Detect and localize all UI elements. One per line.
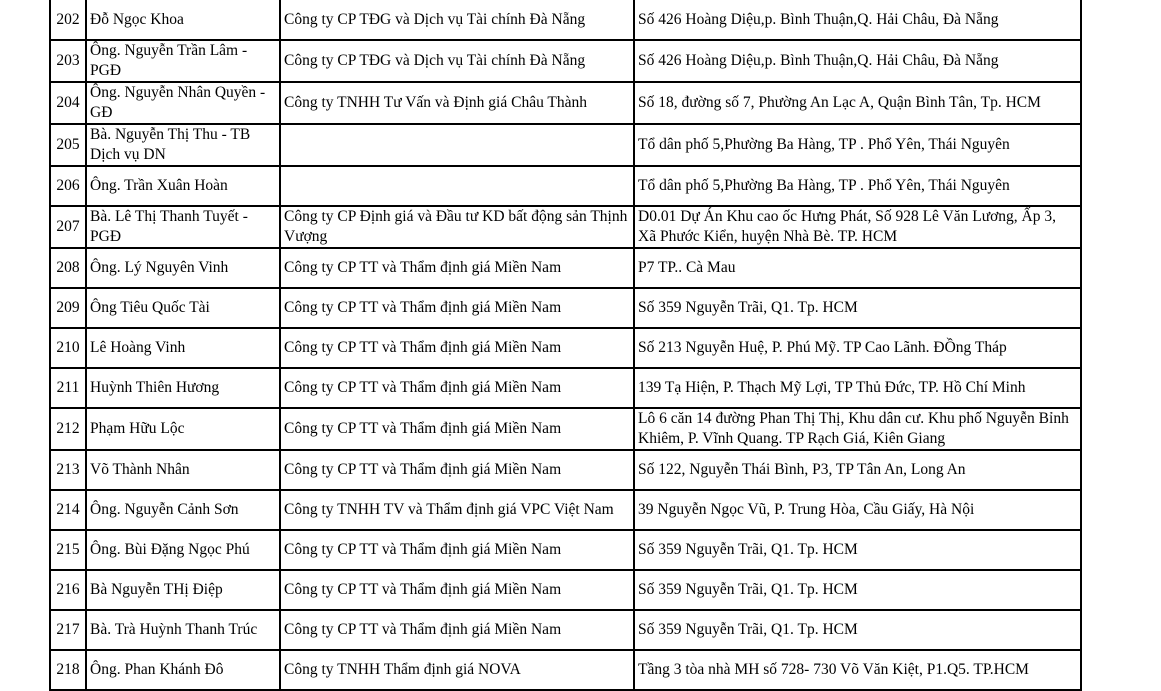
company-cell: Công ty CP TT và Thẩm định giá Miền Nam: [280, 368, 634, 408]
company-cell: Công ty TNHH Tư Vấn và Định giá Châu Thành: [280, 82, 634, 124]
company-cell: Công ty CP TĐG và Dịch vụ Tài chính Đà Nẵng: [280, 0, 634, 40]
person-name-cell: Ông. Lý Nguyên Vinh: [86, 248, 280, 288]
row-number-cell: 214: [50, 490, 86, 530]
row-number-cell: 207: [50, 206, 86, 248]
table-row: [50, 408, 1081, 450]
company-cell: Công ty CP TT và Thẩm định giá Miền Nam: [280, 328, 634, 368]
row-number-cell: 217: [50, 610, 86, 650]
address-cell: Số 359 Nguyễn Trãi, Q1. Tp. HCM: [634, 530, 1081, 570]
person-name-cell: Bà Nguyễn THị Điệp: [86, 570, 280, 610]
table-row: [50, 40, 1081, 82]
company-cell: Công ty TNHH Thẩm định giá NOVA: [280, 650, 634, 690]
person-name-cell: Phạm Hữu Lộc: [86, 408, 280, 450]
table-row: [50, 368, 1081, 408]
address-cell: Số 213 Nguyễn Huệ, P. Phú Mỹ. TP Cao Lãnh. ĐỒng Tháp: [634, 328, 1081, 368]
company-cell: Công ty CP Định giá và Đầu tư KD bất động sản Thịnh Vượng: [280, 206, 634, 248]
row-number-cell: 202: [50, 0, 86, 40]
row-number-cell: 206: [50, 166, 86, 206]
row-number-cell: 218: [50, 650, 86, 690]
row-number-cell: 209: [50, 288, 86, 328]
address-cell: Số 426 Hoàng Diệu,p. Bình Thuận,Q. Hải Châu, Đà Nẵng: [634, 0, 1081, 40]
table-row: [50, 490, 1081, 530]
company-cell: Công ty CP TT và Thẩm định giá Miền Nam: [280, 530, 634, 570]
table-row: [50, 650, 1081, 690]
address-cell: Số 122, Nguyễn Thái Bình, P3, TP Tân An, Long An: [634, 450, 1081, 490]
table-row: [50, 0, 1081, 40]
person-name-cell: Bà. Lê Thị Thanh Tuyết - PGĐ: [86, 206, 280, 248]
table-row: [50, 82, 1081, 124]
company-cell: Công ty CP TT và Thẩm định giá Miền Nam: [280, 248, 634, 288]
address-cell: Số 359 Nguyễn Trãi, Q1. Tp. HCM: [634, 570, 1081, 610]
company-cell: Công ty CP TT và Thẩm định giá Miền Nam: [280, 610, 634, 650]
person-name-cell: Ông. Phan Khánh Đô: [86, 650, 280, 690]
row-number-cell: 208: [50, 248, 86, 288]
company-cell: Công ty CP TT và Thẩm định giá Miền Nam: [280, 288, 634, 328]
company-cell: [280, 166, 634, 206]
row-number-cell: 212: [50, 408, 86, 450]
person-name-cell: Đỗ Ngọc Khoa: [86, 0, 280, 40]
address-cell: Số 359 Nguyễn Trãi, Q1. Tp. HCM: [634, 288, 1081, 328]
person-name-cell: Lê Hoàng Vinh: [86, 328, 280, 368]
appraiser-table: [49, 0, 1082, 691]
row-number-cell: 203: [50, 40, 86, 82]
table-row: [50, 288, 1081, 328]
company-cell: Công ty TNHH TV và Thẩm định giá VPC Việt Nam: [280, 490, 634, 530]
table-body: [50, 0, 1081, 690]
table-row: [50, 450, 1081, 490]
table-row: [50, 206, 1081, 248]
company-cell: Công ty CP TT và Thẩm định giá Miền Nam: [280, 450, 634, 490]
company-cell: [280, 124, 634, 166]
person-name-cell: Ông Tiêu Quốc Tài: [86, 288, 280, 328]
person-name-cell: Võ Thành Nhân: [86, 450, 280, 490]
person-name-cell: Ông. Nguyễn Trần Lâm - PGĐ: [86, 40, 280, 82]
person-name-cell: Ông. Bùi Đặng Ngọc Phú: [86, 530, 280, 570]
company-cell: Công ty CP TT và Thẩm định giá Miền Nam: [280, 570, 634, 610]
person-name-cell: Ông. Trần Xuân Hoàn: [86, 166, 280, 206]
row-number-cell: 204: [50, 82, 86, 124]
row-number-cell: 216: [50, 570, 86, 610]
address-cell: Số 359 Nguyễn Trãi, Q1. Tp. HCM: [634, 610, 1081, 650]
table-row: [50, 124, 1081, 166]
table-row: [50, 530, 1081, 570]
table-row: [50, 570, 1081, 610]
table-row: [50, 610, 1081, 650]
person-name-cell: Ông. Nguyễn Nhân Quyền - GĐ: [86, 82, 280, 124]
address-cell: Tổ dân phố 5,Phường Ba Hàng, TP . Phổ Yên, Thái Nguyên: [634, 124, 1081, 166]
person-name-cell: Bà. Nguyễn Thị Thu - TB Dịch vụ DN: [86, 124, 280, 166]
row-number-cell: 213: [50, 450, 86, 490]
row-number-cell: 210: [50, 328, 86, 368]
address-cell: Lô 6 căn 14 đường Phan Thị Thị, Khu dân cư. Khu phố Nguyễn Bỉnh Khiêm, P. Vĩnh Quang. TP Rạch Giá, Kiên Giang: [634, 408, 1081, 450]
table-row: [50, 166, 1081, 206]
address-cell: Tầng 3 tòa nhà MH số 728- 730 Võ Văn Kiệt, P1.Q5. TP.HCM: [634, 650, 1081, 690]
address-cell: Số 18, đường số 7, Phường An Lạc A, Quận Bình Tân, Tp. HCM: [634, 82, 1081, 124]
company-cell: Công ty CP TĐG và Dịch vụ Tài chính Đà Nẵng: [280, 40, 634, 82]
address-cell: Số 426 Hoàng Diệu,p. Bình Thuận,Q. Hải Châu, Đà Nẵng: [634, 40, 1081, 82]
table-row: [50, 248, 1081, 288]
person-name-cell: Huỳnh Thiên Hương: [86, 368, 280, 408]
address-cell: Tổ dân phố 5,Phường Ba Hàng, TP . Phổ Yên, Thái Nguyên: [634, 166, 1081, 206]
row-number-cell: 205: [50, 124, 86, 166]
address-cell: 39 Nguyễn Ngọc Vũ, P. Trung Hòa, Cầu Giấy, Hà Nội: [634, 490, 1081, 530]
person-name-cell: Bà. Trà Huỳnh Thanh Trúc: [86, 610, 280, 650]
address-cell: P7 TP.. Cà Mau: [634, 248, 1081, 288]
company-cell: Công ty CP TT và Thẩm định giá Miền Nam: [280, 408, 634, 450]
address-cell: 139 Tạ Hiện, P. Thạch Mỹ Lợi, TP Thủ Đức, TP. Hồ Chí Minh: [634, 368, 1081, 408]
row-number-cell: 215: [50, 530, 86, 570]
address-cell: D0.01 Dự Án Khu cao ốc Hưng Phát, Số 928 Lê Văn Lương, Ấp 3, Xã Phước Kiển, huyện Nhà Bè. TP. HCM: [634, 206, 1081, 248]
table-row: [50, 328, 1081, 368]
row-number-cell: 211: [50, 368, 86, 408]
person-name-cell: Ông. Nguyễn Cảnh Sơn: [86, 490, 280, 530]
